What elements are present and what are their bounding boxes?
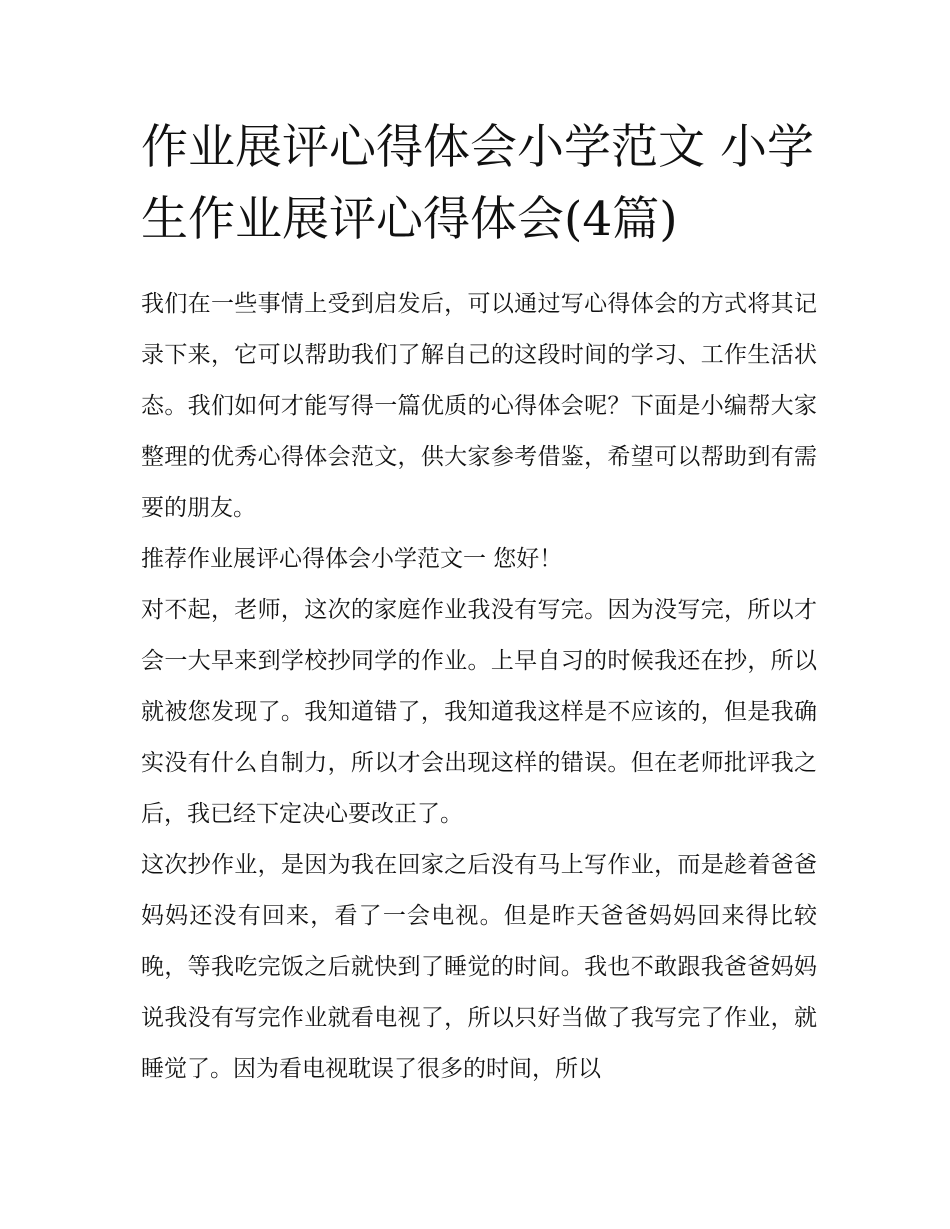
paragraph-explanation: 这次抄作业，是因为我在回家之后没有马上写作业，而是趁着爸爸妈妈还没有回来，看了一会电视。但是昨天爸爸妈妈回来得比较晚，等我吃完饭之后就快到了睡觉的时间。我也不敢跟我爸爸妈妈说我没有写完作业就看电视了，所以只好当做了我写完了作业，就睡觉了。因为看电视耽误了很多的时间，所以 (141, 852, 817, 1082)
paragraph-apology: 对不起，老师，这次的家庭作业我没有写完。因为没写完，所以才会一大早来到学校抄同学的作业。上早自习的时候我还在抄，所以就被您发现了。我知道错了，我知道我这样是不应该的，但是我确实没有什么自制力，所以才会出现这样的错误。但在老师批评我之后，我已经下定决心要改正了。 (141, 597, 817, 827)
paragraph-intro: 我们在一些事情上受到启发后，可以通过写心得体会的方式将其记录下来，它可以帮助我们了解自己的这段时间的学习、工作生活状态。我们如何才能写得一篇优质的心得体会呢？下面是小编帮大家整理的优秀心得体会范文，供大家参考借鉴，希望可以帮助到有需要的朋友。 (141, 291, 817, 521)
document-body (141, 279, 817, 1095)
document-title: 作业展评心得体会小学范文 小学生作业展评心得体会(4篇) (141, 120, 814, 247)
paragraph-section-heading: 推荐作业展评心得体会小学范文一 您好！ (141, 546, 563, 572)
